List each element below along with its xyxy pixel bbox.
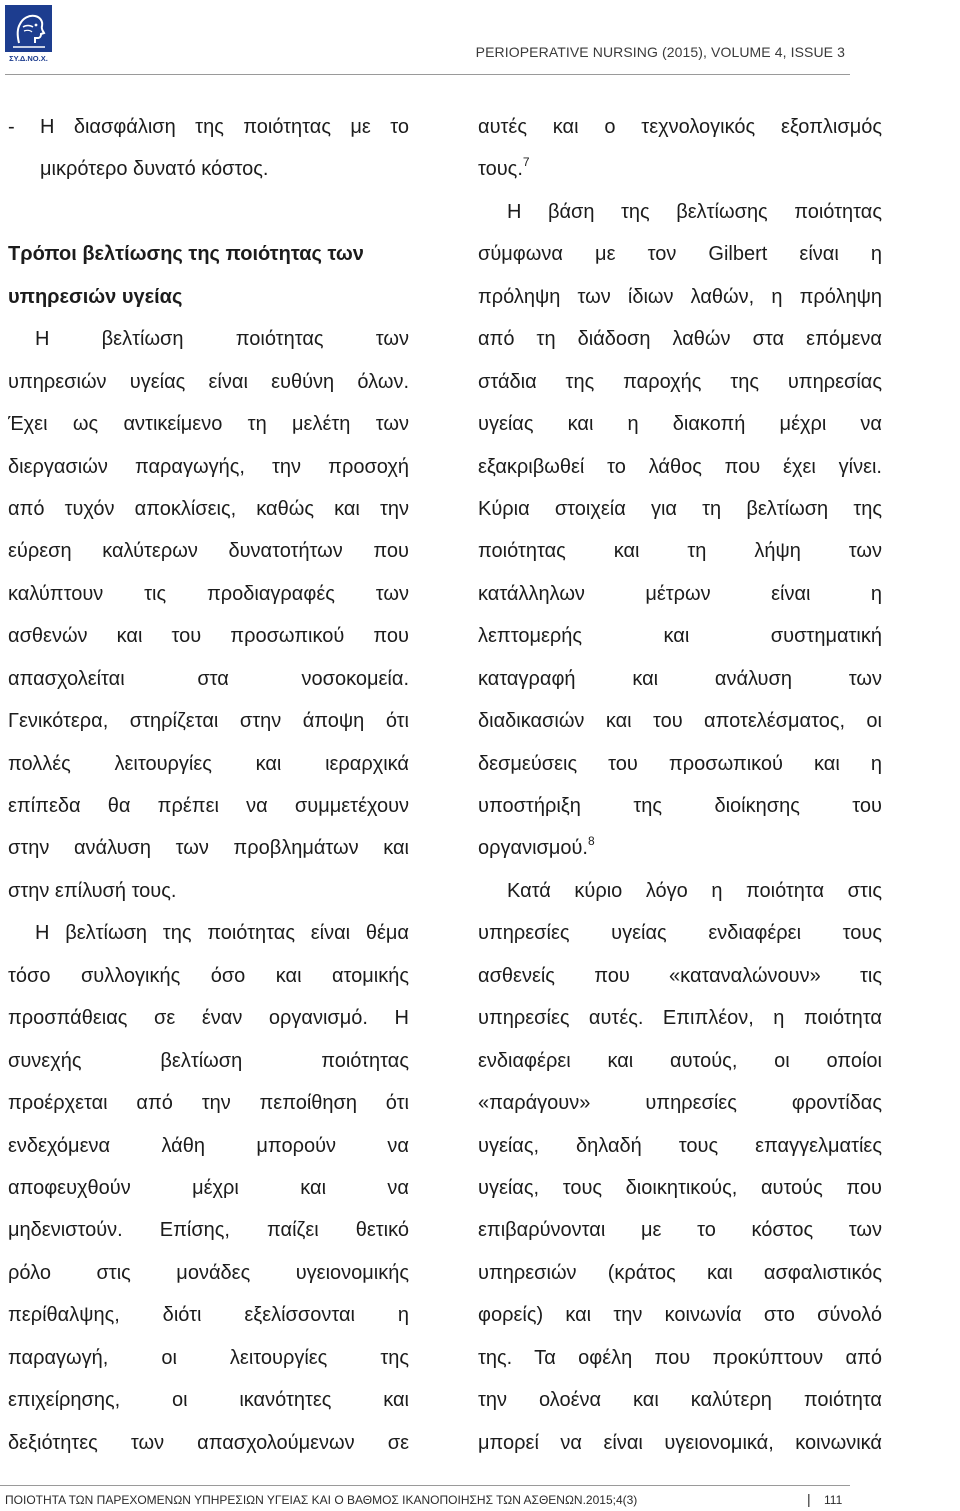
footer-running-title: ΠΟΙΟΤΗΤΑ ΤΩΝ ΠΑΡΕΧΟΜΕΝΩΝ ΥΠΗΡΕΣΙΩΝ ΥΓΕΙΑΣ ΚΑΙ Ο ΒΑΘΜΟΣ ΙΚΑΝΟΠΟΙΗΣΗΣ ΤΩΝ ΑΣΘΕΝΩΝ.2015;4(3) bbox=[5, 1493, 638, 1507]
text-line: υπηρεσίες υγείας ενδιαφέρει τους bbox=[478, 922, 882, 945]
text-line: της. Τα οφέλη που προκύπτουν από bbox=[478, 1346, 882, 1369]
right-column bbox=[478, 106, 882, 1464]
text-line: ρόλο στις μονάδες υγειονομικής bbox=[8, 1261, 409, 1284]
blank-line bbox=[8, 191, 409, 233]
text-line: επιβαρύνονται με το κόστος των bbox=[478, 1219, 882, 1242]
text-line: στην ανάλυση των προβλημάτων και bbox=[8, 837, 409, 860]
text-line: Η βελτίωση της ποιότητας είναι θέμα bbox=[35, 922, 409, 945]
text-line: υγείας, τους διοικητικούς, αυτούς που bbox=[478, 1176, 882, 1199]
text-line: επίπεδα θα πρέπει να συμμετέχουν bbox=[8, 795, 409, 817]
text-line: ενδιαφέρει και αυτούς, οι οποίοι bbox=[478, 1049, 882, 1072]
text-line: καταγραφή και ανάλυση των bbox=[478, 667, 882, 690]
text-line bbox=[478, 148, 882, 190]
text-line: υγείας, δηλαδή τους επαγγελματίες bbox=[478, 1134, 882, 1157]
text-line: εύρεση καλύτερων δυνατοτήτων που bbox=[8, 540, 409, 563]
text-line: Κύρια στοιχεία για τη βελτίωση της bbox=[478, 497, 882, 520]
text-line: απασχολείται στα νοσοκομεία. bbox=[8, 667, 409, 690]
list-item-text: μικρότερο δυνατό κόστος. bbox=[40, 158, 269, 181]
text-line: Η βελτίωση ποιότητας των bbox=[35, 328, 409, 351]
text-line-text: τους. bbox=[478, 158, 523, 181]
text-line: φορείς) και την κοινωνία στο σύνολό bbox=[478, 1304, 882, 1327]
text-line: διεργασιών παραγωγής, την προσοχή bbox=[8, 455, 409, 478]
text-line-text: οργανισμού. bbox=[478, 837, 588, 860]
list-bullet: - bbox=[8, 116, 15, 138]
footer-divider bbox=[0, 1485, 850, 1486]
text-line: Κατά κύριο λόγο η ποιότητα στις bbox=[507, 879, 882, 902]
text-line: υπηρεσιών υγείας είναι ευθύνη όλων. bbox=[8, 370, 409, 393]
text-line: επιχείρησης, οι ικανότητες και bbox=[8, 1389, 409, 1412]
text-line: την ολοένα και καλύτερη ποιότητα bbox=[478, 1389, 882, 1412]
text-line: αποφευχθούν μέχρι και να bbox=[8, 1176, 409, 1199]
text-line: προσπάθειας σε έναν οργανισμό. Η bbox=[8, 1007, 409, 1030]
text-line: δεξιότητες των απασχολούμενων σε bbox=[8, 1431, 409, 1454]
left-column bbox=[8, 106, 409, 1464]
section-heading: Τρόποι βελτίωσης της ποιότητας των bbox=[8, 243, 364, 266]
text-line: από τυχόν αποκλίσεις, καθώς και την bbox=[8, 497, 409, 520]
footer-separator: | bbox=[807, 1491, 811, 1507]
journal-running-header: PERIOPERATIVE NURSING (2015), VOLUME 4, ISSUE 3 bbox=[475, 44, 845, 60]
text-line: περίθαλψης, διότι εξελίσσονται η bbox=[8, 1304, 409, 1327]
text-line: συνεχής βελτίωση ποιότητας bbox=[8, 1049, 409, 1072]
text-line: υποστήριξη της διοίκησης του bbox=[478, 795, 882, 817]
text-line: ποιότητας και τη λήψη των bbox=[478, 540, 882, 563]
logo-text: ΣΥ.Δ.ΝΟ.Χ. bbox=[9, 54, 48, 63]
text-line: κατάλληλων μέτρων είναι η bbox=[478, 582, 882, 605]
footnote-ref: 7 bbox=[522, 155, 530, 170]
text-line: ενδεχόμενα λάθη μπορούν να bbox=[8, 1134, 409, 1157]
text-line: καλύπτουν τις προδιαγραφές των bbox=[8, 582, 409, 605]
text-line: πρόληψη των ίδιων λαθών, η πρόληψη bbox=[478, 285, 882, 308]
footnote-ref: 8 bbox=[588, 834, 595, 849]
text-line: υγείας και η διακοπή μέχρι να bbox=[478, 413, 882, 436]
text-line: διαδικασιών και του αποτελέσματος, οι bbox=[478, 710, 882, 733]
text-line: ασθενείς που «καταναλώνουν» τις bbox=[478, 964, 882, 987]
text-line: αυτές και ο τεχνολογικός εξοπλισμός bbox=[478, 116, 882, 138]
text-line: λεπτομερής και συστηματική bbox=[478, 625, 882, 648]
text-line: παραγωγή, οι λειτουργίες της bbox=[8, 1346, 409, 1369]
text-line: ασθενών και του προσωπικού που bbox=[8, 625, 409, 648]
text-line: υπηρεσιών (κράτος και ασφαλιστικός bbox=[478, 1261, 882, 1284]
text-line: από τη διάδοση λαθών στα επόμενα bbox=[478, 328, 882, 351]
text-line: μπορεί να είναι υγειονομικά, κοινωνικά bbox=[478, 1431, 882, 1454]
text-line: «παράγουν» υπηρεσίες φροντίδας bbox=[478, 1092, 882, 1115]
text-line: μηδενιστούν. Επίσης, παίζει θετικό bbox=[8, 1219, 409, 1242]
header-divider bbox=[5, 74, 850, 75]
text-line: πολλές λειτουργίες και ιεραρχικά bbox=[8, 752, 409, 775]
journal-logo-image bbox=[5, 5, 52, 52]
text-line: Η βάση της βελτίωσης ποιότητας bbox=[507, 200, 882, 223]
list-item-text: Η διασφάλιση της ποιότητας με το bbox=[40, 116, 409, 138]
text-line: τόσο συλλογικής όσο και ατομικής bbox=[8, 964, 409, 987]
text-line: δεσμεύσεις του προσωπικού και η bbox=[478, 752, 882, 775]
text-line: Έχει ως αντικείμενο τη μελέτη των bbox=[8, 413, 409, 436]
text-line: Γενικότερα, στηρίζεται στην άποψη ότι bbox=[8, 710, 409, 733]
page-number: 111 bbox=[824, 1493, 843, 1507]
text-line: στην επίλυσή τους. bbox=[8, 879, 177, 902]
text-line: υπηρεσίες αυτές. Επιπλέον, η ποιότητα bbox=[478, 1007, 882, 1030]
section-heading: υπηρεσιών υγείας bbox=[8, 285, 183, 308]
list-item bbox=[8, 106, 409, 148]
text-line: σύμφωνα με τον Gilbert είναι η bbox=[478, 243, 882, 266]
text-line bbox=[478, 827, 882, 869]
text-line: προέρχεται από την πεποίθηση ότι bbox=[8, 1092, 409, 1115]
text-line: εξακριβωθεί το λάθος που έχει γίνει. bbox=[478, 455, 882, 478]
text-line: στάδια της παροχής της υπηρεσίας bbox=[478, 370, 882, 393]
